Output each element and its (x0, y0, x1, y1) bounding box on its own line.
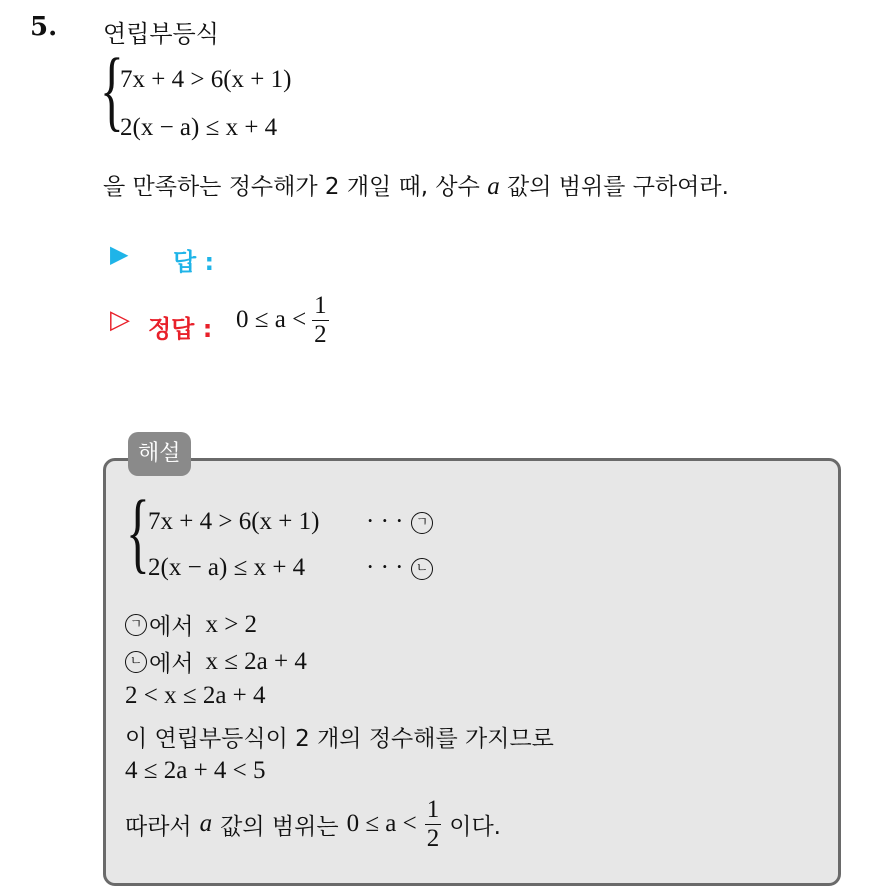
problem-title: 연립부등식 (103, 20, 219, 48)
solution-inequality-2: 2(x − a) ≤ x + 4 (148, 554, 306, 581)
correct-arrow-icon: ▷ (110, 305, 130, 335)
question-after: 값의 범위를 구하여라. (507, 174, 729, 200)
fraction-numerator: 1 (314, 292, 327, 319)
system-brace: { (100, 41, 124, 140)
question-var: a (487, 173, 500, 200)
question-before: 을 만족하는 정수해가 2 개일 때, 상수 (103, 174, 480, 200)
answer-label: 답 : (173, 248, 215, 276)
dots-2: · · · (366, 554, 404, 581)
question-text (103, 168, 729, 201)
correct-label: 정답 : (148, 315, 213, 343)
dots-1: · · · (366, 508, 404, 535)
correct-fraction (312, 292, 329, 348)
solution-line-2: ㄴ 에서 x ≤ 2a + 4 (125, 645, 307, 678)
problem-number: 5. (30, 12, 58, 42)
solution-final: 따라서 a 값의 범위는 0 ≤ a < $\frac{1}{2}$ 이다. (125, 796, 501, 852)
inequality-1: 7x + 4 > 6(x + 1) (120, 66, 292, 93)
inequality-2: 2(x − a) ≤ x + 4 (120, 114, 278, 141)
mark-nieun-icon: ㄴ (411, 558, 433, 580)
solution-inequality-1: 7x + 4 > 6(x + 1) (148, 508, 320, 535)
mark-giyeok-icon: ㄱ (411, 512, 433, 534)
answer-arrow-icon: ▶ (110, 240, 129, 268)
solution-tag: 해설 (128, 432, 191, 476)
correct-prefix: 0 ≤ a < (236, 306, 307, 333)
mark-giyeok-icon: ㄱ (125, 614, 147, 636)
solution-line-5: 4 ≤ 2a + 4 < 5 (125, 757, 266, 784)
mark-nieun-icon: ㄴ (125, 651, 147, 673)
fraction-denominator: 2 (314, 320, 327, 348)
solution-line-4: 이 연립부등식이 2 개의 정수해를 가지므로 (125, 726, 554, 752)
correct-answer (236, 292, 329, 348)
solution-brace: { (126, 483, 150, 582)
solution-line-3: 2 < x ≤ 2a + 4 (125, 682, 266, 709)
final-fraction: $\frac{1}{2}$ (426, 796, 440, 852)
solution-line-1: ㄱ 에서 x > 2 (125, 608, 257, 641)
